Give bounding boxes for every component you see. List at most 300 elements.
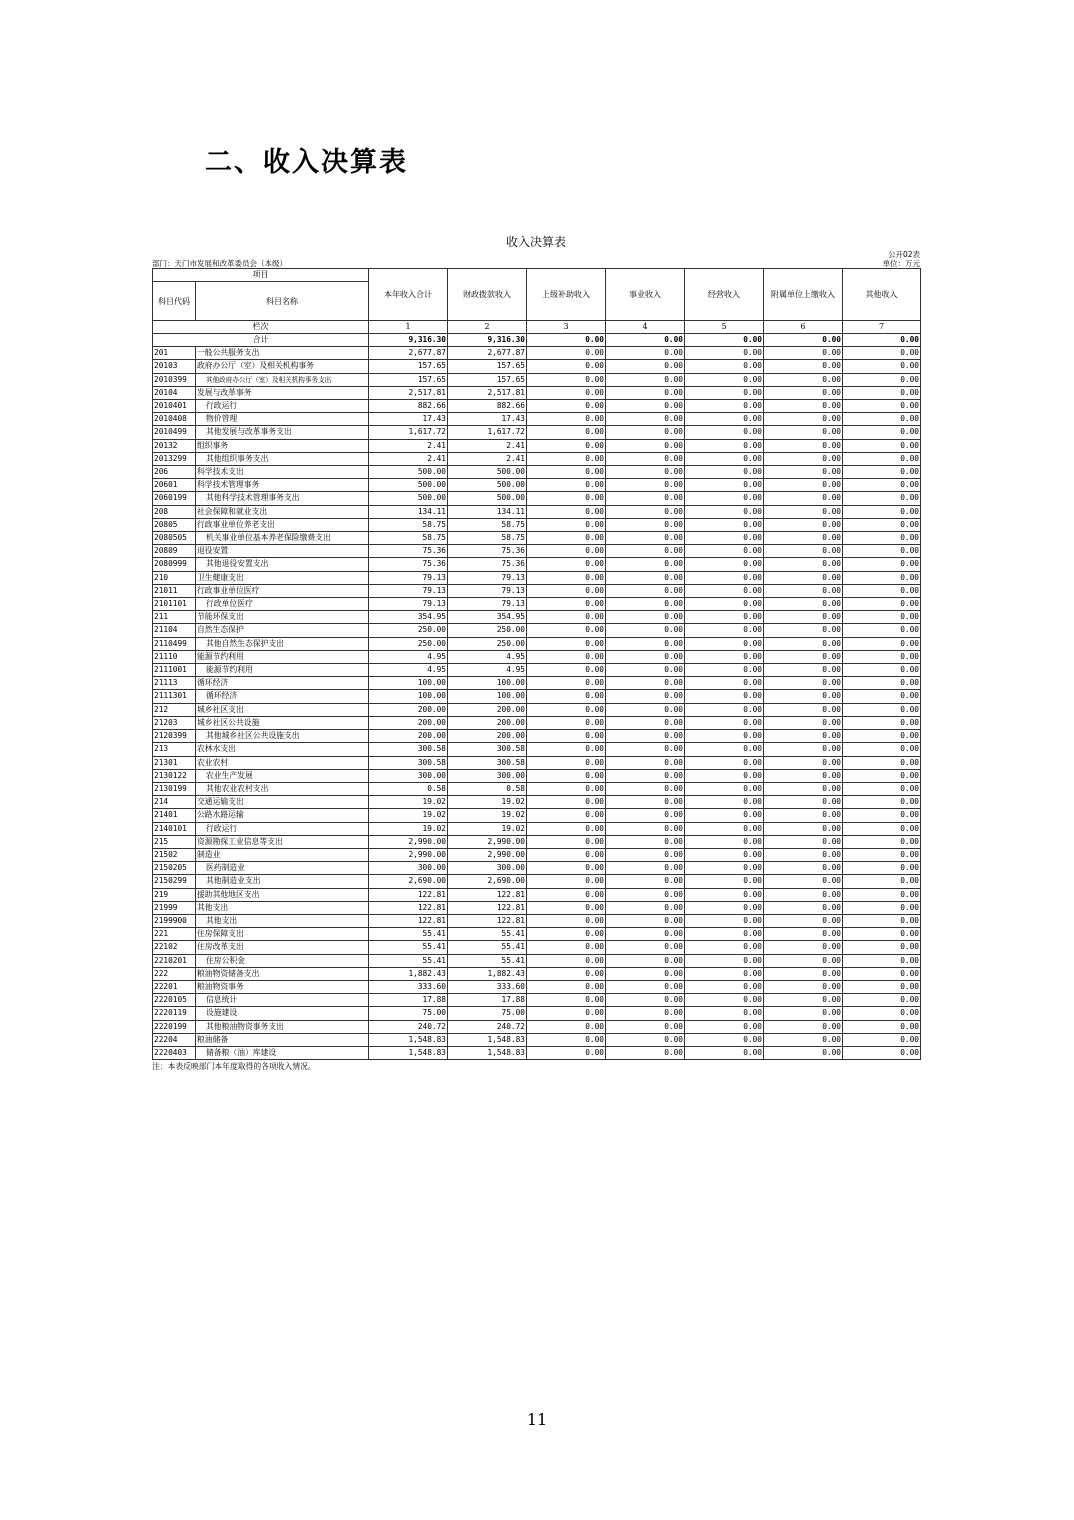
row-value-1: 58.75 bbox=[369, 532, 448, 545]
row-value-1: 157.65 bbox=[369, 373, 448, 386]
row-value-6: 0.00 bbox=[764, 584, 843, 597]
row-value-2: 55.41 bbox=[448, 928, 527, 941]
row-value-4: 0.00 bbox=[606, 664, 685, 677]
row-value-3: 0.00 bbox=[527, 901, 606, 914]
row-name: 设施建设 bbox=[196, 1007, 369, 1020]
row-code: 2080999 bbox=[153, 558, 196, 571]
row-name: 医药制造业 bbox=[196, 862, 369, 875]
row-name: 粮油物资储备支出 bbox=[196, 967, 369, 980]
row-value-3: 0.00 bbox=[527, 439, 606, 452]
row-value-7: 0.00 bbox=[843, 1007, 921, 1020]
row-value-5: 0.00 bbox=[685, 584, 764, 597]
row-value-7: 0.00 bbox=[843, 716, 921, 729]
row-code: 20809 bbox=[153, 545, 196, 558]
table-row bbox=[153, 703, 921, 716]
table-row bbox=[153, 439, 921, 452]
row-value-4: 0.00 bbox=[606, 505, 685, 518]
row-value-4: 0.00 bbox=[606, 373, 685, 386]
row-value-1: 134.11 bbox=[369, 505, 448, 518]
row-value-5: 0.00 bbox=[685, 928, 764, 941]
row-name: 循环经济 bbox=[196, 677, 369, 690]
row-value-3: 0.00 bbox=[527, 624, 606, 637]
row-name: 行政单位医疗 bbox=[196, 598, 369, 611]
row-value-6: 0.00 bbox=[764, 967, 843, 980]
row-code: 2220119 bbox=[153, 1007, 196, 1020]
total-value-1: 9,316.30 bbox=[369, 334, 448, 347]
row-name: 能源节约利用 bbox=[196, 664, 369, 677]
row-value-7: 0.00 bbox=[843, 650, 921, 663]
table-row bbox=[153, 598, 921, 611]
row-value-7: 0.00 bbox=[843, 769, 921, 782]
row-value-2: 300.00 bbox=[448, 769, 527, 782]
row-code: 2111301 bbox=[153, 690, 196, 703]
row-value-5: 0.00 bbox=[685, 466, 764, 479]
table-row bbox=[153, 637, 921, 650]
row-value-2: 500.00 bbox=[448, 492, 527, 505]
table-row bbox=[153, 360, 921, 373]
row-value-6: 0.00 bbox=[764, 386, 843, 399]
table-row bbox=[153, 888, 921, 901]
row-value-7: 0.00 bbox=[843, 452, 921, 465]
row-name: 一般公共服务支出 bbox=[196, 347, 369, 360]
row-value-6: 0.00 bbox=[764, 703, 843, 716]
row-value-3: 0.00 bbox=[527, 479, 606, 492]
row-value-3: 0.00 bbox=[527, 716, 606, 729]
row-code: 2010399 bbox=[153, 373, 196, 386]
row-value-5: 0.00 bbox=[685, 360, 764, 373]
name-col-header: 科目名称 bbox=[196, 282, 369, 321]
row-value-3: 0.00 bbox=[527, 809, 606, 822]
row-value-4: 0.00 bbox=[606, 980, 685, 993]
row-name: 组织事务 bbox=[196, 439, 369, 452]
row-value-3: 0.00 bbox=[527, 862, 606, 875]
row-value-1: 58.75 bbox=[369, 518, 448, 531]
row-value-3: 0.00 bbox=[527, 637, 606, 650]
row-code: 21502 bbox=[153, 848, 196, 861]
table-row bbox=[153, 769, 921, 782]
row-value-6: 0.00 bbox=[764, 901, 843, 914]
row-code: 2220403 bbox=[153, 1046, 196, 1059]
table-row bbox=[153, 796, 921, 809]
row-value-6: 0.00 bbox=[764, 624, 843, 637]
table-row bbox=[153, 492, 921, 505]
row-value-2: 75.36 bbox=[448, 558, 527, 571]
row-value-4: 0.00 bbox=[606, 598, 685, 611]
row-value-2: 79.13 bbox=[448, 571, 527, 584]
row-value-3: 0.00 bbox=[527, 505, 606, 518]
row-value-4: 0.00 bbox=[606, 492, 685, 505]
row-value-6: 0.00 bbox=[764, 730, 843, 743]
row-code: 2150205 bbox=[153, 862, 196, 875]
row-code: 2120399 bbox=[153, 730, 196, 743]
row-name: 其他退役安置支出 bbox=[196, 558, 369, 571]
row-value-2: 157.65 bbox=[448, 373, 527, 386]
row-value-2: 240.72 bbox=[448, 1020, 527, 1033]
row-value-7: 0.00 bbox=[843, 756, 921, 769]
row-value-5: 0.00 bbox=[685, 677, 764, 690]
column-index-row bbox=[153, 321, 921, 334]
row-value-2: 122.81 bbox=[448, 888, 527, 901]
row-value-7: 0.00 bbox=[843, 954, 921, 967]
row-value-7: 0.00 bbox=[843, 466, 921, 479]
table-row bbox=[153, 848, 921, 861]
row-value-5: 0.00 bbox=[685, 624, 764, 637]
row-value-6: 0.00 bbox=[764, 1007, 843, 1020]
row-value-5: 0.00 bbox=[685, 848, 764, 861]
table-row bbox=[153, 413, 921, 426]
row-value-3: 0.00 bbox=[527, 822, 606, 835]
row-code: 2010401 bbox=[153, 400, 196, 413]
table-row bbox=[153, 1007, 921, 1020]
row-value-6: 0.00 bbox=[764, 941, 843, 954]
row-value-5: 0.00 bbox=[685, 994, 764, 1007]
row-value-3: 0.00 bbox=[527, 690, 606, 703]
row-value-3: 0.00 bbox=[527, 373, 606, 386]
table-row bbox=[153, 584, 921, 597]
row-value-7: 0.00 bbox=[843, 743, 921, 756]
row-code: 2010408 bbox=[153, 413, 196, 426]
row-value-3: 0.00 bbox=[527, 954, 606, 967]
row-value-1: 122.81 bbox=[369, 901, 448, 914]
row-code: 21203 bbox=[153, 716, 196, 729]
row-value-6: 0.00 bbox=[764, 994, 843, 1007]
row-name: 制造业 bbox=[196, 848, 369, 861]
row-value-2: 500.00 bbox=[448, 466, 527, 479]
row-value-1: 200.00 bbox=[369, 703, 448, 716]
row-value-1: 4.95 bbox=[369, 650, 448, 663]
row-value-6: 0.00 bbox=[764, 769, 843, 782]
row-code: 211 bbox=[153, 611, 196, 624]
row-value-5: 0.00 bbox=[685, 1046, 764, 1059]
page-heading: 二、收入决算表 bbox=[205, 147, 408, 178]
row-code: 219 bbox=[153, 888, 196, 901]
row-value-3: 0.00 bbox=[527, 1046, 606, 1059]
row-value-4: 0.00 bbox=[606, 386, 685, 399]
row-value-1: 240.72 bbox=[369, 1020, 448, 1033]
row-code: 2110499 bbox=[153, 637, 196, 650]
row-code: 213 bbox=[153, 743, 196, 756]
row-value-6: 0.00 bbox=[764, 822, 843, 835]
row-value-4: 0.00 bbox=[606, 690, 685, 703]
row-value-5: 0.00 bbox=[685, 941, 764, 954]
row-name: 循环经济 bbox=[196, 690, 369, 703]
row-value-2: 200.00 bbox=[448, 730, 527, 743]
table-row bbox=[153, 479, 921, 492]
row-name: 其他城乡社区公共设施支出 bbox=[196, 730, 369, 743]
table-row bbox=[153, 862, 921, 875]
row-value-2: 19.02 bbox=[448, 796, 527, 809]
row-value-5: 0.00 bbox=[685, 1033, 764, 1046]
row-value-2: 250.00 bbox=[448, 624, 527, 637]
row-value-5: 0.00 bbox=[685, 756, 764, 769]
row-name: 自然生态保护 bbox=[196, 624, 369, 637]
row-value-4: 0.00 bbox=[606, 452, 685, 465]
row-value-3: 0.00 bbox=[527, 545, 606, 558]
row-value-4: 0.00 bbox=[606, 928, 685, 941]
row-value-5: 0.00 bbox=[685, 901, 764, 914]
row-value-6: 0.00 bbox=[764, 492, 843, 505]
row-value-6: 0.00 bbox=[764, 690, 843, 703]
row-code: 20805 bbox=[153, 518, 196, 531]
form-code: 公开02表 bbox=[887, 250, 920, 259]
row-value-5: 0.00 bbox=[685, 571, 764, 584]
row-value-4: 0.00 bbox=[606, 769, 685, 782]
row-name: 其他组织事务支出 bbox=[196, 452, 369, 465]
table-row bbox=[153, 466, 921, 479]
table-row bbox=[153, 545, 921, 558]
row-value-6: 0.00 bbox=[764, 782, 843, 795]
row-code: 21999 bbox=[153, 901, 196, 914]
row-value-7: 0.00 bbox=[843, 598, 921, 611]
row-name: 政府办公厅（室）及相关机构事务 bbox=[196, 360, 369, 373]
table-row bbox=[153, 505, 921, 518]
row-value-3: 0.00 bbox=[527, 452, 606, 465]
row-value-5: 0.00 bbox=[685, 413, 764, 426]
row-code: 2150299 bbox=[153, 875, 196, 888]
row-value-2: 500.00 bbox=[448, 479, 527, 492]
row-value-1: 0.58 bbox=[369, 782, 448, 795]
table-row bbox=[153, 835, 921, 848]
row-value-5: 0.00 bbox=[685, 492, 764, 505]
row-value-4: 0.00 bbox=[606, 743, 685, 756]
table-row bbox=[153, 452, 921, 465]
row-code: 221 bbox=[153, 928, 196, 941]
row-name: 其他自然生态保护支出 bbox=[196, 637, 369, 650]
table-row bbox=[153, 690, 921, 703]
row-code: 2080505 bbox=[153, 532, 196, 545]
row-value-2: 300.00 bbox=[448, 862, 527, 875]
table-row bbox=[153, 558, 921, 571]
total-label: 合计 bbox=[153, 334, 369, 347]
row-value-7: 0.00 bbox=[843, 835, 921, 848]
table-row bbox=[153, 730, 921, 743]
table-row bbox=[153, 716, 921, 729]
row-value-5: 0.00 bbox=[685, 479, 764, 492]
row-value-6: 0.00 bbox=[764, 466, 843, 479]
row-value-1: 1,617.72 bbox=[369, 426, 448, 439]
row-value-6: 0.00 bbox=[764, 980, 843, 993]
row-value-1: 500.00 bbox=[369, 492, 448, 505]
row-value-7: 0.00 bbox=[843, 782, 921, 795]
row-value-4: 0.00 bbox=[606, 703, 685, 716]
row-value-7: 0.00 bbox=[843, 703, 921, 716]
row-value-3: 0.00 bbox=[527, 650, 606, 663]
row-value-7: 0.00 bbox=[843, 875, 921, 888]
row-value-2: 4.95 bbox=[448, 650, 527, 663]
row-name: 城乡社区支出 bbox=[196, 703, 369, 716]
row-value-6: 0.00 bbox=[764, 373, 843, 386]
item-group-header: 项目 bbox=[153, 269, 369, 282]
row-value-7: 0.00 bbox=[843, 611, 921, 624]
row-value-6: 0.00 bbox=[764, 928, 843, 941]
row-value-5: 0.00 bbox=[685, 373, 764, 386]
row-value-5: 0.00 bbox=[685, 386, 764, 399]
row-name: 信息统计 bbox=[196, 994, 369, 1007]
row-value-7: 0.00 bbox=[843, 1046, 921, 1059]
table-row bbox=[153, 756, 921, 769]
row-value-4: 0.00 bbox=[606, 835, 685, 848]
row-code: 2130199 bbox=[153, 782, 196, 795]
total-value-6: 0.00 bbox=[764, 334, 843, 347]
row-value-7: 0.00 bbox=[843, 967, 921, 980]
col-header-6: 附属单位上缴收入 bbox=[764, 269, 843, 321]
row-value-5: 0.00 bbox=[685, 664, 764, 677]
row-value-5: 0.00 bbox=[685, 1020, 764, 1033]
row-value-1: 250.00 bbox=[369, 637, 448, 650]
row-value-1: 300.58 bbox=[369, 743, 448, 756]
row-value-4: 0.00 bbox=[606, 809, 685, 822]
row-value-7: 0.00 bbox=[843, 888, 921, 901]
income-statement-sheet bbox=[152, 234, 920, 1073]
col-number-4: 4 bbox=[606, 321, 685, 334]
row-value-2: 2,690.00 bbox=[448, 875, 527, 888]
row-value-7: 0.00 bbox=[843, 928, 921, 941]
row-value-3: 0.00 bbox=[527, 888, 606, 901]
row-value-4: 0.00 bbox=[606, 994, 685, 1007]
col-header-3: 上级补助收入 bbox=[527, 269, 606, 321]
row-name: 储备粮（油）库建设 bbox=[196, 1046, 369, 1059]
row-value-5: 0.00 bbox=[685, 980, 764, 993]
row-value-4: 0.00 bbox=[606, 941, 685, 954]
row-name: 其他支出 bbox=[196, 914, 369, 927]
total-value-2: 9,316.30 bbox=[448, 334, 527, 347]
row-value-5: 0.00 bbox=[685, 743, 764, 756]
row-value-7: 0.00 bbox=[843, 558, 921, 571]
row-value-7: 0.00 bbox=[843, 479, 921, 492]
row-value-1: 55.41 bbox=[369, 928, 448, 941]
row-value-7: 0.00 bbox=[843, 1020, 921, 1033]
col-number-2: 2 bbox=[448, 321, 527, 334]
row-value-5: 0.00 bbox=[685, 532, 764, 545]
row-value-5: 0.00 bbox=[685, 822, 764, 835]
row-value-7: 0.00 bbox=[843, 426, 921, 439]
row-value-3: 0.00 bbox=[527, 703, 606, 716]
row-code: 222 bbox=[153, 967, 196, 980]
row-value-3: 0.00 bbox=[527, 914, 606, 927]
col-header-4: 事业收入 bbox=[606, 269, 685, 321]
row-value-7: 0.00 bbox=[843, 822, 921, 835]
row-value-7: 0.00 bbox=[843, 664, 921, 677]
table-row bbox=[153, 571, 921, 584]
row-value-6: 0.00 bbox=[764, 914, 843, 927]
total-value-5: 0.00 bbox=[685, 334, 764, 347]
table-row bbox=[153, 1020, 921, 1033]
row-value-6: 0.00 bbox=[764, 505, 843, 518]
col-number-5: 5 bbox=[685, 321, 764, 334]
row-value-4: 0.00 bbox=[606, 650, 685, 663]
row-value-4: 0.00 bbox=[606, 571, 685, 584]
row-name: 资源勘探工业信息等支出 bbox=[196, 835, 369, 848]
row-value-7: 0.00 bbox=[843, 360, 921, 373]
row-name: 行政事业单位养老支出 bbox=[196, 518, 369, 531]
row-name: 其他制造业支出 bbox=[196, 875, 369, 888]
row-value-5: 0.00 bbox=[685, 862, 764, 875]
row-name: 其他政府办公厅（室）及相关机构事务支出 bbox=[196, 373, 369, 386]
row-value-4: 0.00 bbox=[606, 439, 685, 452]
row-value-1: 4.95 bbox=[369, 664, 448, 677]
row-value-7: 0.00 bbox=[843, 347, 921, 360]
row-value-1: 122.81 bbox=[369, 888, 448, 901]
row-value-4: 0.00 bbox=[606, 466, 685, 479]
row-name: 物价管理 bbox=[196, 413, 369, 426]
row-code: 214 bbox=[153, 796, 196, 809]
row-value-4: 0.00 bbox=[606, 848, 685, 861]
table-body bbox=[153, 334, 921, 1060]
row-value-3: 0.00 bbox=[527, 875, 606, 888]
row-value-5: 0.00 bbox=[685, 426, 764, 439]
row-name: 行政运行 bbox=[196, 400, 369, 413]
row-value-3: 0.00 bbox=[527, 558, 606, 571]
row-value-4: 0.00 bbox=[606, 862, 685, 875]
table-row bbox=[153, 914, 921, 927]
row-code: 22201 bbox=[153, 980, 196, 993]
row-value-2: 55.41 bbox=[448, 941, 527, 954]
row-value-6: 0.00 bbox=[764, 1033, 843, 1046]
row-value-2: 17.43 bbox=[448, 413, 527, 426]
row-value-2: 134.11 bbox=[448, 505, 527, 518]
row-value-5: 0.00 bbox=[685, 914, 764, 927]
row-value-6: 0.00 bbox=[764, 479, 843, 492]
row-value-7: 0.00 bbox=[843, 796, 921, 809]
row-value-5: 0.00 bbox=[685, 545, 764, 558]
row-value-2: 0.58 bbox=[448, 782, 527, 795]
table-row bbox=[153, 677, 921, 690]
row-value-1: 75.36 bbox=[369, 545, 448, 558]
row-value-6: 0.00 bbox=[764, 400, 843, 413]
row-value-4: 0.00 bbox=[606, 730, 685, 743]
row-name: 粮油物资事务 bbox=[196, 980, 369, 993]
row-value-6: 0.00 bbox=[764, 862, 843, 875]
row-value-3: 0.00 bbox=[527, 743, 606, 756]
row-value-4: 0.00 bbox=[606, 532, 685, 545]
table-row bbox=[153, 426, 921, 439]
row-value-2: 2,677.87 bbox=[448, 347, 527, 360]
row-value-5: 0.00 bbox=[685, 716, 764, 729]
row-value-6: 0.00 bbox=[764, 664, 843, 677]
row-value-4: 0.00 bbox=[606, 954, 685, 967]
row-value-3: 0.00 bbox=[527, 967, 606, 980]
department-row bbox=[152, 259, 920, 268]
row-value-5: 0.00 bbox=[685, 703, 764, 716]
row-code: 2101101 bbox=[153, 598, 196, 611]
row-value-5: 0.00 bbox=[685, 439, 764, 452]
table-row bbox=[153, 373, 921, 386]
row-value-3: 0.00 bbox=[527, 1020, 606, 1033]
row-value-7: 0.00 bbox=[843, 439, 921, 452]
table-row bbox=[153, 386, 921, 399]
row-value-7: 0.00 bbox=[843, 545, 921, 558]
row-value-3: 0.00 bbox=[527, 928, 606, 941]
row-value-6: 0.00 bbox=[764, 439, 843, 452]
row-value-4: 0.00 bbox=[606, 796, 685, 809]
row-value-7: 0.00 bbox=[843, 571, 921, 584]
row-value-6: 0.00 bbox=[764, 518, 843, 531]
row-value-1: 2.41 bbox=[369, 452, 448, 465]
row-value-1: 2,990.00 bbox=[369, 848, 448, 861]
row-value-2: 4.95 bbox=[448, 664, 527, 677]
table-row bbox=[153, 941, 921, 954]
row-code: 215 bbox=[153, 835, 196, 848]
row-value-1: 19.02 bbox=[369, 809, 448, 822]
row-value-7: 0.00 bbox=[843, 413, 921, 426]
row-value-2: 354.95 bbox=[448, 611, 527, 624]
row-value-6: 0.00 bbox=[764, 677, 843, 690]
row-value-6: 0.00 bbox=[764, 571, 843, 584]
row-name: 农业农村 bbox=[196, 756, 369, 769]
row-value-6: 0.00 bbox=[764, 558, 843, 571]
row-code: 21011 bbox=[153, 584, 196, 597]
row-value-5: 0.00 bbox=[685, 637, 764, 650]
